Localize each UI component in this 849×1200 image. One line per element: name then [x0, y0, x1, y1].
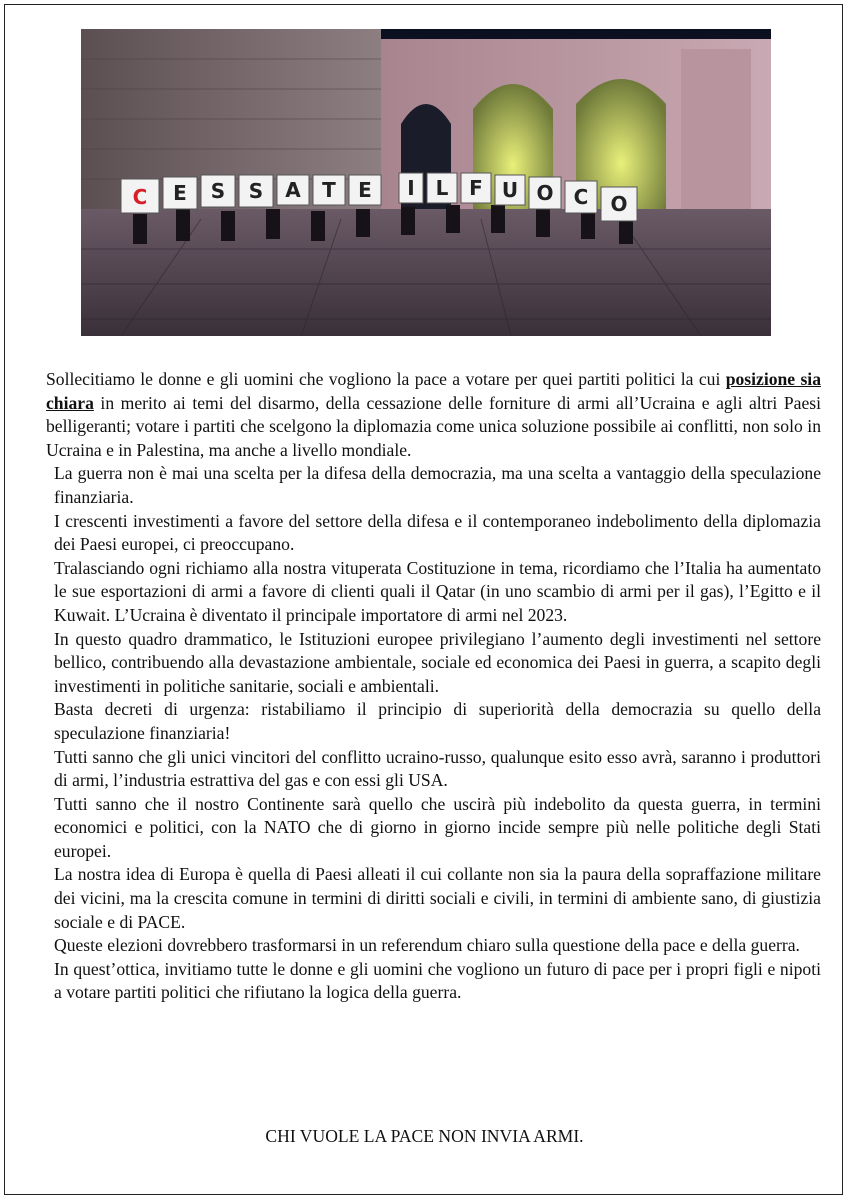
- intro-paragraph: [46, 368, 821, 462]
- svg-text:O: O: [536, 181, 554, 205]
- svg-text:S: S: [248, 179, 264, 203]
- paragraph: La nostra idea di Europa è quella di Paesi alleati il cui collante non sia la paura della sopraffazione militare dei vicini, ma la crescita comune in termini di diritti sociali e civili, in termini di ambiente sano, di giustizia sociale e di PACE.: [54, 864, 821, 932]
- closing-slogan: CHI VUOLE LA PACE NON INVIA ARMI.: [265, 1126, 584, 1146]
- svg-text:E: E: [358, 178, 372, 202]
- svg-text:F: F: [469, 176, 483, 200]
- paragraph: La guerra non è mai una scelta per la difesa della democrazia, ma una scelta a vantaggio della speculazione finanziaria.: [54, 463, 821, 507]
- paragraph: Tutti sanno che il nostro Continente sarà quello che uscirà più indebolito da questa guerra, in termini economici e politici, con la NATO che di giorno in giorno incide sempre più nelle politiche degli Stati europei.: [54, 793, 821, 861]
- svg-text:A: A: [285, 178, 301, 202]
- svg-text:E: E: [173, 181, 187, 205]
- body-text: [46, 368, 821, 1005]
- paragraph: Basta decreti di urgenza: ristabiliamo il principio di superiorità della democrazia su quello della speculazione finanziaria!: [54, 699, 821, 743]
- highlight-posizione-sia: posizione sia: [725, 369, 821, 389]
- svg-text:U: U: [501, 178, 519, 202]
- paragraph: In questo quadro drammatico, le Istituzioni europee privilegiano l’aumento degli investimenti nel settore bellico, contribuendo alla devastazione ambientale, sociale ed economica dei Paesi in guerra, a scapito degli investimenti in politiche sanitarie, sociali e ambientali.: [54, 628, 821, 696]
- svg-text:T: T: [322, 178, 336, 202]
- svg-text:L: L: [435, 176, 449, 200]
- svg-text:C: C: [573, 185, 589, 209]
- svg-text:O: O: [610, 192, 628, 216]
- header-photo: [81, 29, 771, 336]
- paragraph: Tutti sanno che gli unici vincitori del conflitto ucraino-russo, qualunque esito esso avrà, saranno i produttori di armi, l’industria estrattiva del gas e con essi gli USA.: [54, 746, 821, 791]
- intro-text-start: Sollecitiamo le donne e gli uomini che vogliono la pace a votare per quei partiti politici la cui: [46, 369, 726, 389]
- intro-text-end: in merito ai temi del disarmo, della cessazione delle forniture di armi all’Ucraina e agli altri Paesi belligeranti; votare i partiti che scelgono la diplomazia come unica soluzione possibile ai conflitti, non solo in Ucraina e in Palestina, ma anche a livello mondiale.: [46, 392, 821, 460]
- svg-text:C: C: [132, 185, 148, 209]
- paragraph: Queste elezioni dovrebbero trasformarsi in un referendum chiaro sulla questione della pace e della guerra.: [54, 935, 800, 956]
- paragraph: Tralasciando ogni richiamo alla nostra vituperata Costituzione in tema, ricordiamo che l’Italia ha aumentato le sue esportazioni di armi a favore di clienti quali il Qatar (in uno scambio di armi per il gas), l’Egitto e il Kuwait. L’Ucraina è diventato il principale importatore di armi nel 2023.: [54, 557, 821, 625]
- svg-text:S: S: [210, 179, 226, 203]
- highlight-chiara: chiara: [46, 392, 94, 413]
- paragraph: I crescenti investimenti a favore del settore della difesa e il contemporaneo indebolimento della diplomazia dei Paesi europei, ci preoccupano.: [54, 510, 821, 555]
- svg-text:I: I: [407, 176, 415, 200]
- paragraph: In quest’ottica, invitiamo tutte le donne e gli uomini che vogliono un futuro di pace per i propri figli e nipoti a votare partiti politici che rifiutano la logica della guerra.: [54, 958, 821, 1003]
